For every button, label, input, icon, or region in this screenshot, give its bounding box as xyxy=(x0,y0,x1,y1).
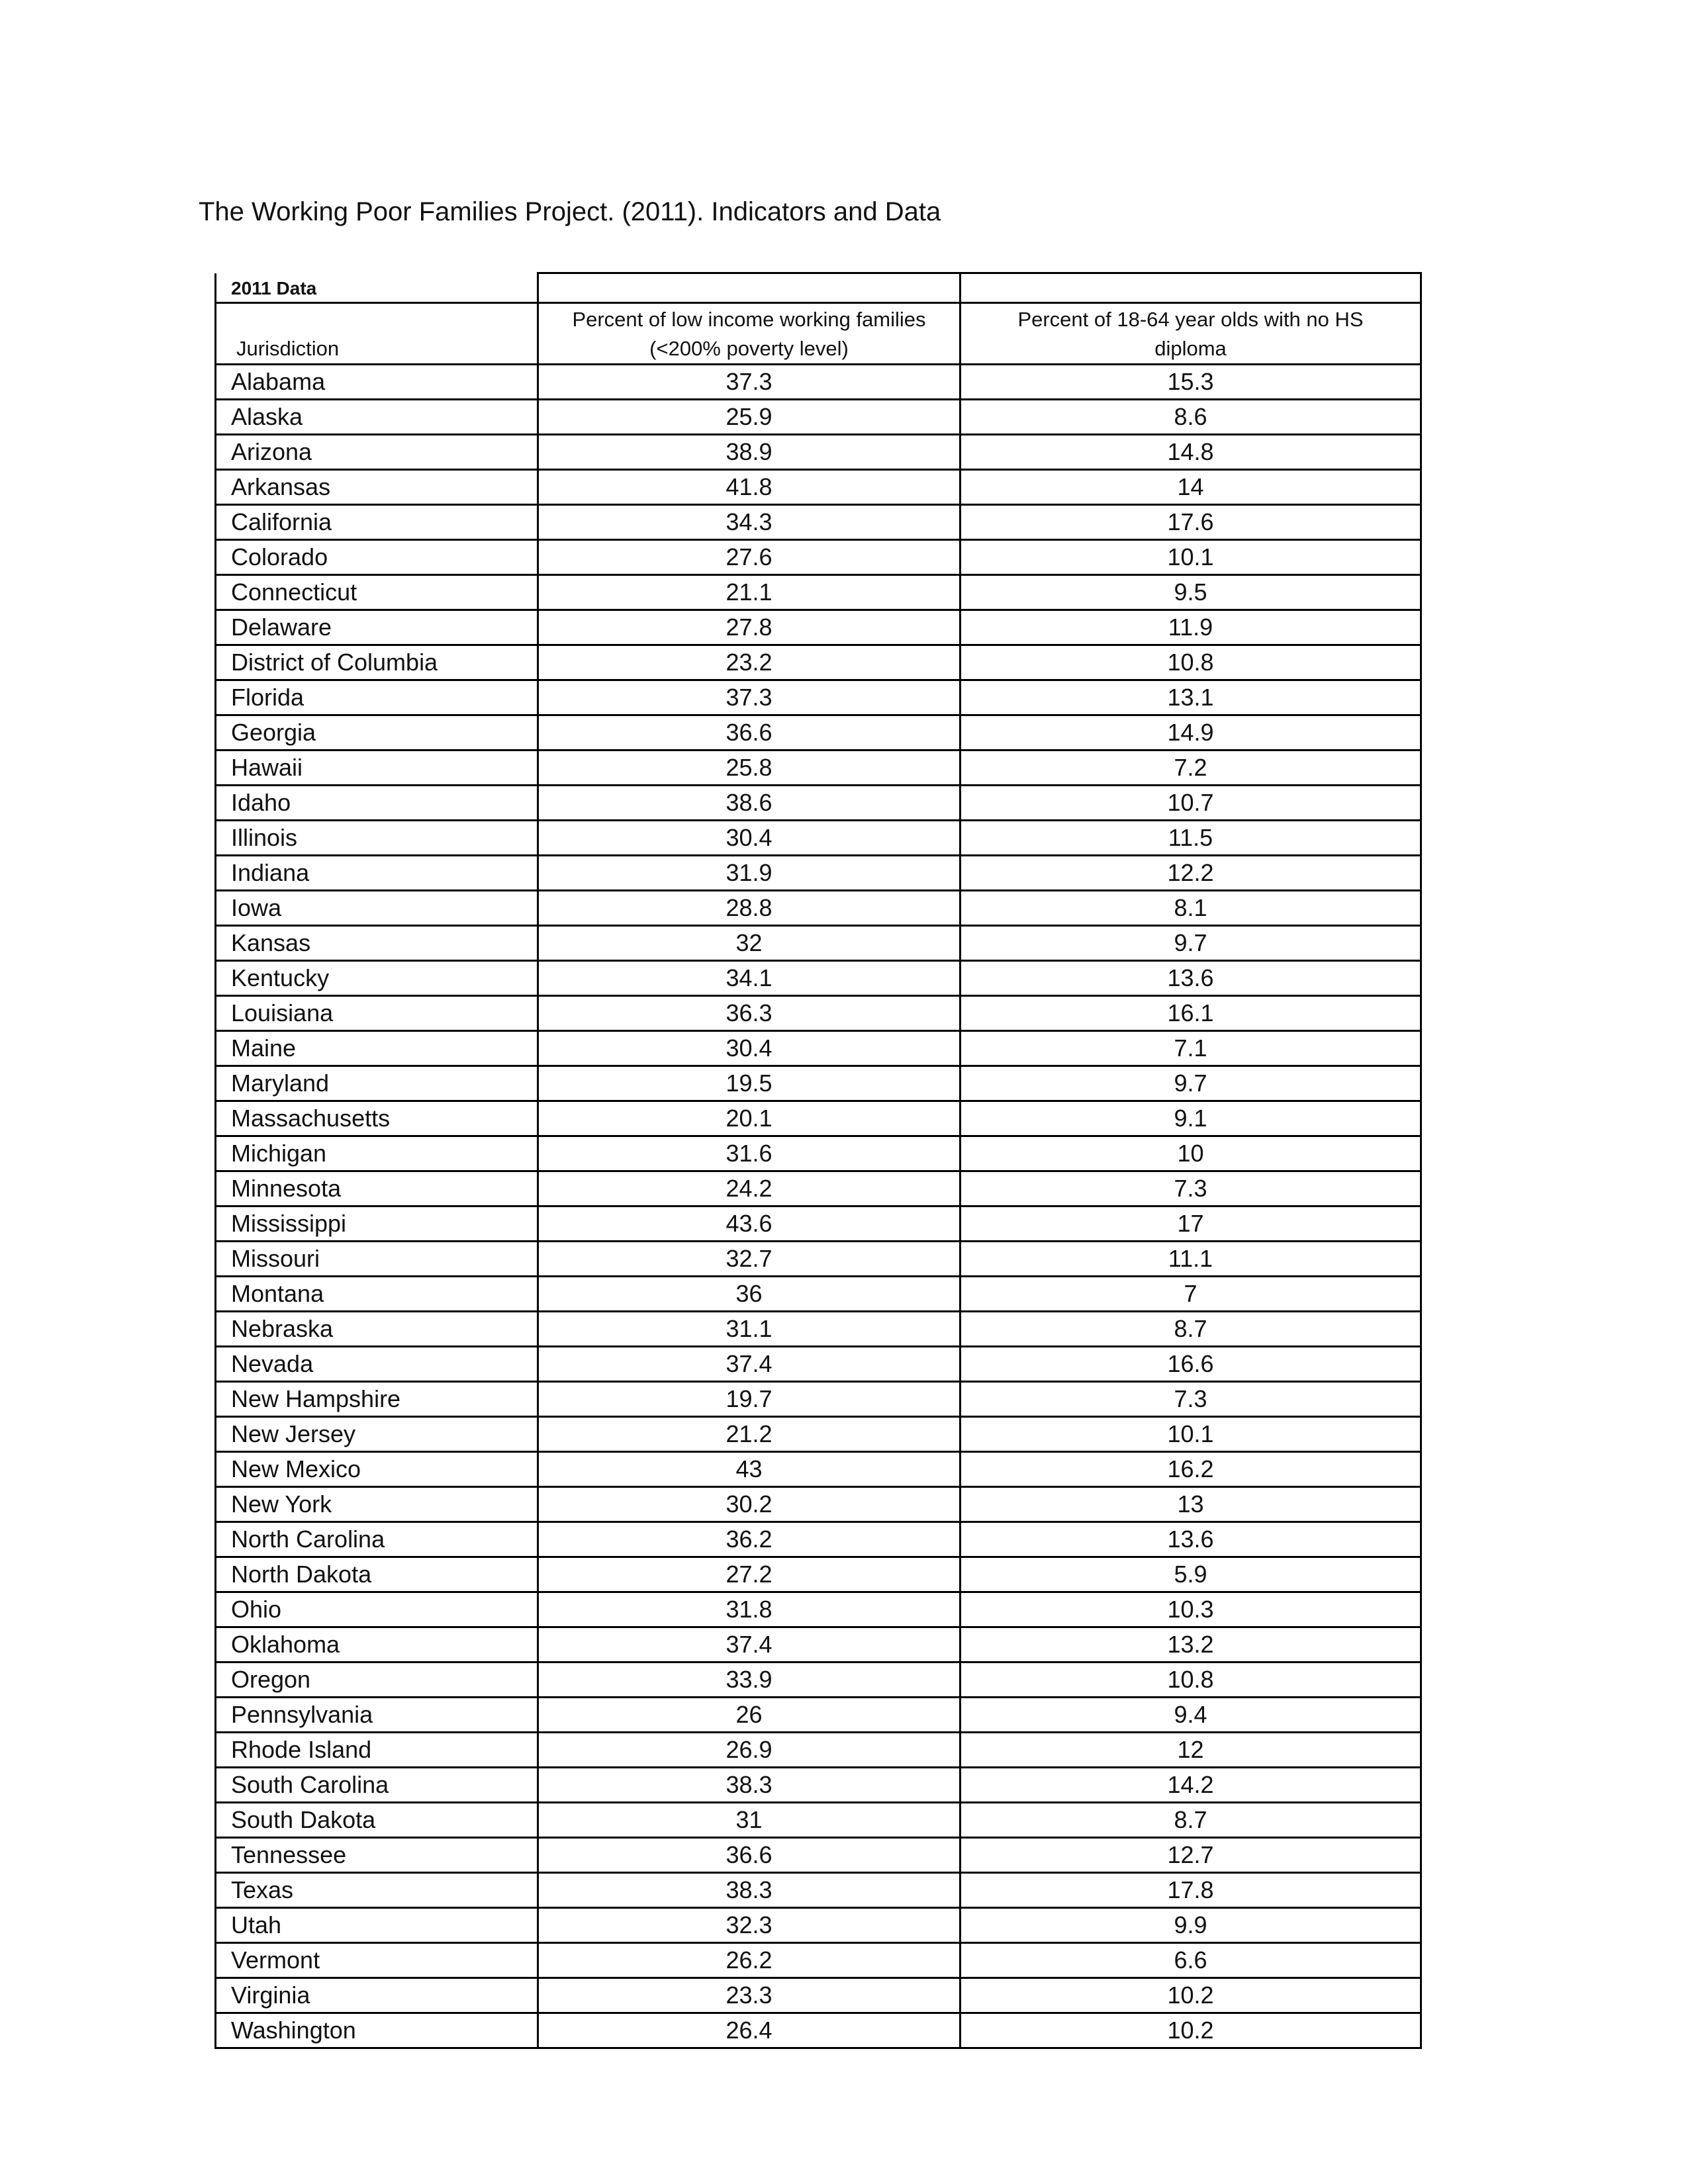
table-row xyxy=(216,1803,1421,1838)
low-income-percent-cell: 33.9 xyxy=(538,1662,961,1698)
no-hs-diploma-percent-cell: 8.7 xyxy=(961,1803,1421,1838)
jurisdiction-cell: Maryland xyxy=(216,1066,538,1101)
jurisdiction-cell: South Dakota xyxy=(216,1803,538,1838)
low-income-percent-cell: 26.2 xyxy=(538,1943,961,1978)
table-row xyxy=(216,365,1421,400)
no-hs-diploma-percent-cell: 10.1 xyxy=(961,540,1421,575)
no-hs-diploma-percent-cell: 11.9 xyxy=(961,610,1421,645)
jurisdiction-cell: District of Columbia xyxy=(216,645,538,680)
jurisdiction-cell: Kentucky xyxy=(216,961,538,996)
no-hs-diploma-percent-cell: 10.7 xyxy=(961,786,1421,821)
low-income-percent-cell: 26 xyxy=(538,1698,961,1733)
table-body xyxy=(216,365,1421,2048)
low-income-percent-cell: 36 xyxy=(538,1277,961,1312)
table-row xyxy=(216,1487,1421,1522)
jurisdiction-cell: New Jersey xyxy=(216,1417,538,1452)
low-income-percent-cell: 24.2 xyxy=(538,1171,961,1206)
table-row xyxy=(216,1978,1421,2013)
no-hs-diploma-percent-cell: 8.6 xyxy=(961,400,1421,435)
no-hs-diploma-percent-cell: 11.5 xyxy=(961,821,1421,856)
column-header-row xyxy=(216,303,1421,365)
no-hs-diploma-percent-cell: 14 xyxy=(961,470,1421,505)
table-row xyxy=(216,540,1421,575)
no-hs-diploma-percent-cell: 15.3 xyxy=(961,365,1421,400)
no-hs-diploma-percent-cell: 13.2 xyxy=(961,1627,1421,1662)
no-hs-diploma-percent-cell: 10.2 xyxy=(961,1978,1421,2013)
table-row xyxy=(216,1943,1421,1978)
table-caption-row xyxy=(216,273,1421,303)
table-row xyxy=(216,1031,1421,1066)
low-income-percent-cell: 30.2 xyxy=(538,1487,961,1522)
low-income-percent-cell: 31.9 xyxy=(538,856,961,891)
table-row xyxy=(216,891,1421,926)
low-income-percent-cell: 36.6 xyxy=(538,715,961,751)
low-income-percent-cell: 30.4 xyxy=(538,821,961,856)
jurisdiction-cell: South Carolina xyxy=(216,1768,538,1803)
jurisdiction-cell: Idaho xyxy=(216,786,538,821)
jurisdiction-cell: Ohio xyxy=(216,1592,538,1627)
no-hs-diploma-percent-cell: 17.6 xyxy=(961,505,1421,540)
jurisdiction-cell: Texas xyxy=(216,1873,538,1908)
table-row xyxy=(216,1662,1421,1698)
table-row xyxy=(216,786,1421,821)
table-row xyxy=(216,715,1421,751)
low-income-percent-cell: 32.7 xyxy=(538,1242,961,1277)
low-income-percent-cell: 31.1 xyxy=(538,1312,961,1347)
table-row xyxy=(216,1312,1421,1347)
no-hs-diploma-percent-cell: 14.2 xyxy=(961,1768,1421,1803)
low-income-percent-cell: 37.4 xyxy=(538,1347,961,1382)
low-income-percent-cell: 36.2 xyxy=(538,1522,961,1557)
header-low-income: Percent of low income working families (<200% poverty level) xyxy=(538,303,961,365)
table-row xyxy=(216,1627,1421,1662)
low-income-percent-cell: 31.8 xyxy=(538,1592,961,1627)
no-hs-diploma-percent-cell: 14.8 xyxy=(961,435,1421,470)
no-hs-diploma-percent-cell: 7.2 xyxy=(961,751,1421,786)
jurisdiction-cell: Alabama xyxy=(216,365,538,400)
jurisdiction-cell: Indiana xyxy=(216,856,538,891)
jurisdiction-cell: Massachusetts xyxy=(216,1101,538,1136)
no-hs-diploma-percent-cell: 13.6 xyxy=(961,961,1421,996)
no-hs-diploma-percent-cell: 16.2 xyxy=(961,1452,1421,1487)
table-caption: 2011 Data xyxy=(216,273,538,303)
table-row xyxy=(216,1557,1421,1592)
no-hs-diploma-percent-cell: 9.9 xyxy=(961,1908,1421,1943)
no-hs-diploma-percent-cell: 12 xyxy=(961,1733,1421,1768)
low-income-percent-cell: 27.8 xyxy=(538,610,961,645)
jurisdiction-cell: New Hampshire xyxy=(216,1382,538,1417)
jurisdiction-cell: Rhode Island xyxy=(216,1733,538,1768)
table-row xyxy=(216,505,1421,540)
table-row xyxy=(216,996,1421,1031)
no-hs-diploma-percent-cell: 11.1 xyxy=(961,1242,1421,1277)
jurisdiction-cell: Mississippi xyxy=(216,1206,538,1242)
low-income-percent-cell: 38.6 xyxy=(538,786,961,821)
jurisdiction-cell: Minnesota xyxy=(216,1171,538,1206)
jurisdiction-cell: Delaware xyxy=(216,610,538,645)
low-income-percent-cell: 41.8 xyxy=(538,470,961,505)
jurisdiction-cell: Vermont xyxy=(216,1943,538,1978)
no-hs-diploma-percent-cell: 12.2 xyxy=(961,856,1421,891)
jurisdiction-cell: New Mexico xyxy=(216,1452,538,1487)
no-hs-diploma-percent-cell: 6.6 xyxy=(961,1943,1421,1978)
table-row xyxy=(216,1066,1421,1101)
header-jurisdiction: Jurisdiction xyxy=(216,303,538,365)
jurisdiction-cell: Nebraska xyxy=(216,1312,538,1347)
low-income-percent-cell: 37.3 xyxy=(538,680,961,715)
low-income-percent-cell: 19.5 xyxy=(538,1066,961,1101)
low-income-percent-cell: 21.2 xyxy=(538,1417,961,1452)
table-row xyxy=(216,751,1421,786)
low-income-percent-cell: 31 xyxy=(538,1803,961,1838)
jurisdiction-cell: Michigan xyxy=(216,1136,538,1171)
empty-header-cell xyxy=(961,273,1421,303)
jurisdiction-cell: Arkansas xyxy=(216,470,538,505)
table-row xyxy=(216,1768,1421,1803)
jurisdiction-cell: Georgia xyxy=(216,715,538,751)
jurisdiction-cell: North Dakota xyxy=(216,1557,538,1592)
table-row xyxy=(216,435,1421,470)
low-income-percent-cell: 43 xyxy=(538,1452,961,1487)
table-row xyxy=(216,1347,1421,1382)
table-row xyxy=(216,1873,1421,1908)
low-income-percent-cell: 34.3 xyxy=(538,505,961,540)
jurisdiction-cell: Oregon xyxy=(216,1662,538,1698)
jurisdiction-cell: Virginia xyxy=(216,1978,538,2013)
low-income-percent-cell: 19.7 xyxy=(538,1382,961,1417)
table-row xyxy=(216,400,1421,435)
no-hs-diploma-percent-cell: 13.1 xyxy=(961,680,1421,715)
jurisdiction-cell: New York xyxy=(216,1487,538,1522)
no-hs-diploma-percent-cell: 7.3 xyxy=(961,1382,1421,1417)
no-hs-diploma-percent-cell: 17.8 xyxy=(961,1873,1421,1908)
table-row xyxy=(216,1522,1421,1557)
no-hs-diploma-percent-cell: 9.4 xyxy=(961,1698,1421,1733)
table-row xyxy=(216,680,1421,715)
jurisdiction-cell: Illinois xyxy=(216,821,538,856)
low-income-percent-cell: 26.9 xyxy=(538,1733,961,1768)
jurisdiction-cell: Washington xyxy=(216,2013,538,2048)
low-income-percent-cell: 38.3 xyxy=(538,1873,961,1908)
jurisdiction-cell: Kansas xyxy=(216,926,538,961)
low-income-percent-cell: 27.6 xyxy=(538,540,961,575)
low-income-percent-cell: 30.4 xyxy=(538,1031,961,1066)
no-hs-diploma-percent-cell: 16.1 xyxy=(961,996,1421,1031)
jurisdiction-cell: Maine xyxy=(216,1031,538,1066)
no-hs-diploma-percent-cell: 14.9 xyxy=(961,715,1421,751)
document-title: The Working Poor Families Project. (2011). Indicators and Data xyxy=(199,197,941,226)
low-income-percent-cell: 38.9 xyxy=(538,435,961,470)
no-hs-diploma-percent-cell: 7.3 xyxy=(961,1171,1421,1206)
low-income-percent-cell: 31.6 xyxy=(538,1136,961,1171)
low-income-percent-cell: 21.1 xyxy=(538,575,961,610)
no-hs-diploma-percent-cell: 7.1 xyxy=(961,1031,1421,1066)
table-row xyxy=(216,1838,1421,1873)
no-hs-diploma-percent-cell: 16.6 xyxy=(961,1347,1421,1382)
table-row xyxy=(216,1277,1421,1312)
low-income-percent-cell: 32 xyxy=(538,926,961,961)
no-hs-diploma-percent-cell: 7 xyxy=(961,1277,1421,1312)
table-row xyxy=(216,1698,1421,1733)
table-row xyxy=(216,961,1421,996)
table-row xyxy=(216,610,1421,645)
data-table xyxy=(214,272,1422,2049)
jurisdiction-cell: Utah xyxy=(216,1908,538,1943)
table-row xyxy=(216,1382,1421,1417)
no-hs-diploma-percent-cell: 10.8 xyxy=(961,1662,1421,1698)
low-income-percent-cell: 23.2 xyxy=(538,645,961,680)
low-income-percent-cell: 25.9 xyxy=(538,400,961,435)
no-hs-diploma-percent-cell: 5.9 xyxy=(961,1557,1421,1592)
header-no-hs-diploma: Percent of 18-64 year olds with no HS diploma xyxy=(961,303,1421,365)
no-hs-diploma-percent-cell: 10.1 xyxy=(961,1417,1421,1452)
no-hs-diploma-percent-cell: 13.6 xyxy=(961,1522,1421,1557)
table-row xyxy=(216,1206,1421,1242)
low-income-percent-cell: 43.6 xyxy=(538,1206,961,1242)
jurisdiction-cell: Hawaii xyxy=(216,751,538,786)
low-income-percent-cell: 28.8 xyxy=(538,891,961,926)
low-income-percent-cell: 36.3 xyxy=(538,996,961,1031)
low-income-percent-cell: 26.4 xyxy=(538,2013,961,2048)
table-row xyxy=(216,1733,1421,1768)
jurisdiction-cell: Pennsylvania xyxy=(216,1698,538,1733)
jurisdiction-cell: Montana xyxy=(216,1277,538,1312)
table-row xyxy=(216,1452,1421,1487)
low-income-percent-cell: 38.3 xyxy=(538,1768,961,1803)
no-hs-diploma-percent-cell: 9.7 xyxy=(961,926,1421,961)
table-row xyxy=(216,2013,1421,2048)
table-row xyxy=(216,1592,1421,1627)
table-row xyxy=(216,1101,1421,1136)
jurisdiction-cell: North Carolina xyxy=(216,1522,538,1557)
jurisdiction-cell: Oklahoma xyxy=(216,1627,538,1662)
empty-header-cell xyxy=(538,273,961,303)
low-income-percent-cell: 36.6 xyxy=(538,1838,961,1873)
jurisdiction-cell: California xyxy=(216,505,538,540)
jurisdiction-cell: Colorado xyxy=(216,540,538,575)
table-row xyxy=(216,1136,1421,1171)
no-hs-diploma-percent-cell: 13 xyxy=(961,1487,1421,1522)
table-row xyxy=(216,856,1421,891)
jurisdiction-cell: Missouri xyxy=(216,1242,538,1277)
no-hs-diploma-percent-cell: 9.7 xyxy=(961,1066,1421,1101)
jurisdiction-cell: Tennessee xyxy=(216,1838,538,1873)
low-income-percent-cell: 25.8 xyxy=(538,751,961,786)
jurisdiction-cell: Florida xyxy=(216,680,538,715)
table-row xyxy=(216,1242,1421,1277)
low-income-percent-cell: 23.3 xyxy=(538,1978,961,2013)
table-row xyxy=(216,1908,1421,1943)
table-row xyxy=(216,821,1421,856)
jurisdiction-cell: Nevada xyxy=(216,1347,538,1382)
table-row xyxy=(216,1171,1421,1206)
table-row xyxy=(216,926,1421,961)
no-hs-diploma-percent-cell: 10.8 xyxy=(961,645,1421,680)
jurisdiction-cell: Iowa xyxy=(216,891,538,926)
jurisdiction-cell: Alaska xyxy=(216,400,538,435)
low-income-percent-cell: 32.3 xyxy=(538,1908,961,1943)
no-hs-diploma-percent-cell: 8.7 xyxy=(961,1312,1421,1347)
table-row xyxy=(216,470,1421,505)
jurisdiction-cell: Arizona xyxy=(216,435,538,470)
table-row xyxy=(216,645,1421,680)
low-income-percent-cell: 34.1 xyxy=(538,961,961,996)
no-hs-diploma-percent-cell: 8.1 xyxy=(961,891,1421,926)
jurisdiction-cell: Connecticut xyxy=(216,575,538,610)
no-hs-diploma-percent-cell: 10.3 xyxy=(961,1592,1421,1627)
table-row xyxy=(216,575,1421,610)
jurisdiction-cell: Louisiana xyxy=(216,996,538,1031)
low-income-percent-cell: 37.4 xyxy=(538,1627,961,1662)
low-income-percent-cell: 37.3 xyxy=(538,365,961,400)
low-income-percent-cell: 20.1 xyxy=(538,1101,961,1136)
no-hs-diploma-percent-cell: 10 xyxy=(961,1136,1421,1171)
no-hs-diploma-percent-cell: 17 xyxy=(961,1206,1421,1242)
no-hs-diploma-percent-cell: 12.7 xyxy=(961,1838,1421,1873)
low-income-percent-cell: 27.2 xyxy=(538,1557,961,1592)
table-row xyxy=(216,1417,1421,1452)
no-hs-diploma-percent-cell: 10.2 xyxy=(961,2013,1421,2048)
no-hs-diploma-percent-cell: 9.5 xyxy=(961,575,1421,610)
no-hs-diploma-percent-cell: 9.1 xyxy=(961,1101,1421,1136)
